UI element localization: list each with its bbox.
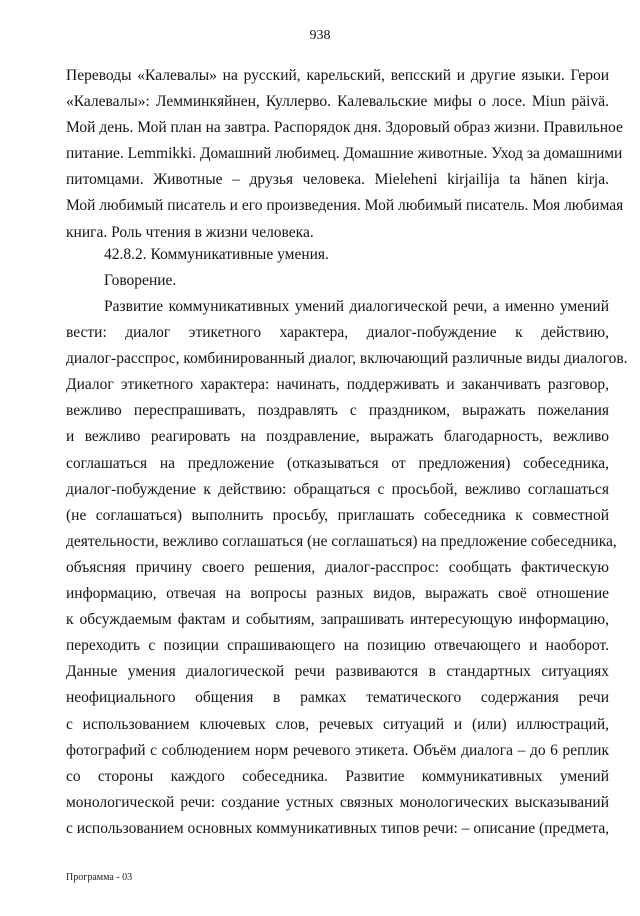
text-line: вести: диалог этикетного характера, диалог-побуждение к действию, [66,324,609,342]
text-line: Мой любимый писатель и его произведения. Мой любимый писатель. Моя любимая [66,197,624,215]
text-line: со стороны каждого собеседника. Развитие коммуникативных умений [66,767,609,785]
text-line: к обсуждаемым фактам и событиям, запрашивать интересующую информацию, [66,611,609,629]
text-line: фотографий с соблюдением норм речевого этикета. Объём диалога – до 6 реплик [66,741,609,759]
text-line: диалог-побуждение к действию: обращаться с просьбой, вежливо соглашаться [66,480,609,498]
text-line: Переводы «Калевалы» на русский, карельский, вепсский и другие языки. Герои [66,67,609,84]
speaking-heading: Говорение. [104,272,177,289]
text-line: объясняя причину своего решения, диалог-расспрос: сообщать фактическую [66,558,609,576]
text-line: и вежливо реагировать на поздравление, выражать благодарность, вежливо [66,428,609,446]
text-line: Диалог этикетного характера: начинать, поддерживать и заканчивать разговор, [66,376,609,394]
main-paragraph [66,294,628,842]
text-line: с использованием основных коммуникативных типов речи: – описание (предмета, [66,819,610,837]
text-line: деятельности, вежливо соглашаться (не соглашаться) на предложение собеседника, [66,532,617,550]
text-line: Развитие коммуникативных умений диалогической речи, а именно умений [104,298,609,315]
text-line: неофициального общения в рамках тематического содержания речи [66,689,609,707]
text-line: Данные умения диалогической речи развиваются в стандартных ситуациях [66,663,609,681]
text-line: вежливо переспрашивать, поздравлять с праздником, выражать пожелания [66,402,609,420]
text-line: с использованием ключевых слов, речевых ситуаций и (или) иллюстраций, [66,715,609,733]
footer-label: Программа - 03 [66,872,133,883]
text-line: «Калевалы»: Лемминкяйнен, Куллерво. Калевальские мифы о лосе. Miun päivä. [66,93,609,111]
text-line: информацию, отвечая на вопросы разных видов, выражать своё отношение [66,585,609,603]
page-number: 938 [309,28,331,43]
text-line: питомцами. Животные – друзья человека. Mieleheni kirjailija ta hänen kirja. [66,171,609,189]
section-heading: 42.8.2. Коммуникативные умения. [104,246,329,263]
text-line: переходить с позиции спрашивающего на позицию отвечающего и наоборот. [66,637,609,655]
text-line: (не соглашаться) выполнить просьбу, приглашать собеседника к совместной [66,506,609,524]
text-line: диалог-расспрос, комбинированный диалог, включающий различные виды диалогов. [66,350,628,368]
text-line: соглашаться на предложение (отказываться от предложения) собеседника, [66,454,609,472]
text-line: питание. Lemmikki. Домашний любимец. Домашние животные. Уход за домашними [66,145,623,163]
text-line: Мой день. Мой план на завтра. Распорядок дня. Здоровый образ жизни. Правильное [66,119,623,137]
text-line: книга. Роль чтения в жизни человека. [66,223,314,241]
text-line: монологической речи: создание устных связных монологических высказываний [66,793,609,811]
intro-paragraph [66,63,624,246]
